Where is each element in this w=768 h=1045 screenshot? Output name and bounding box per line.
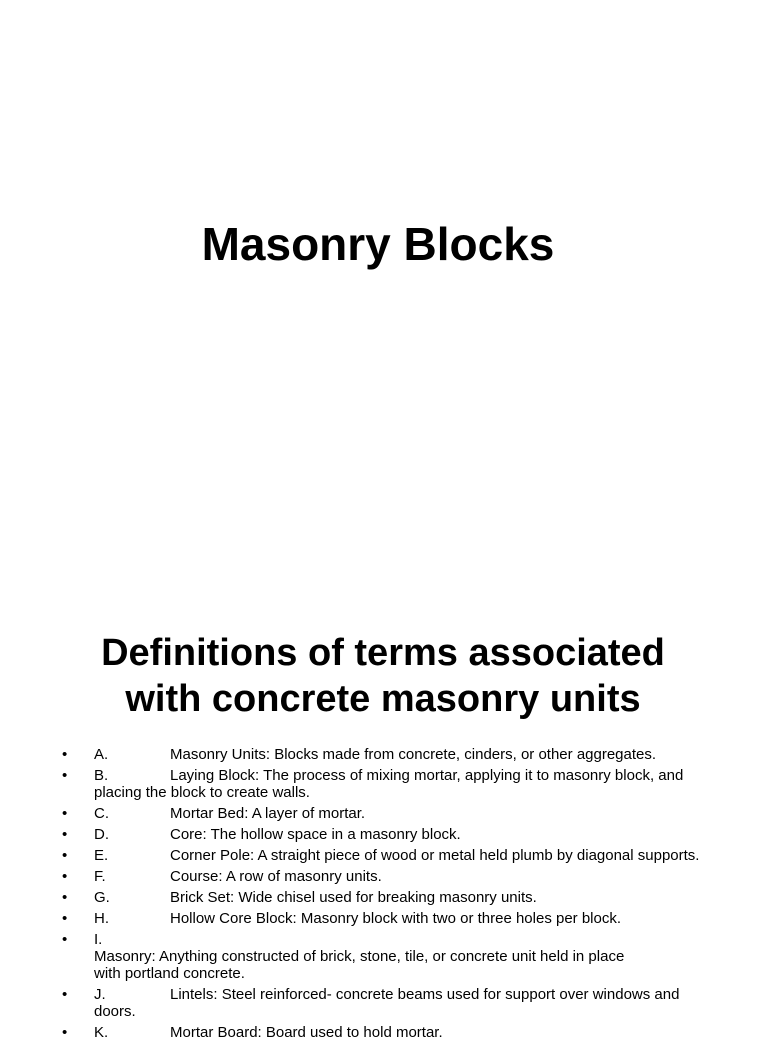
item-definition: Corner Pole: A straight piece of wood or metal held plumb by diagonal supports. <box>170 847 700 864</box>
item-definition: Mortar Board: Board used to hold mortar. <box>170 1024 443 1041</box>
list-item-a <box>0 746 768 763</box>
list-item-d <box>0 826 768 843</box>
bullet: • <box>62 847 68 864</box>
item-definition: Course: A row of masonry units. <box>170 868 382 885</box>
bullet: • <box>62 931 68 948</box>
item-letter: A. <box>94 746 109 763</box>
list-item-j <box>0 986 768 1020</box>
item-letter: E. <box>94 847 109 864</box>
item-letter: K. <box>94 1024 109 1041</box>
item-definition: Mortar Bed: A layer of mortar. <box>170 805 366 822</box>
item-letter: F. <box>94 868 106 885</box>
list-item-k <box>0 1024 768 1041</box>
item-definition: Brick Set: Wide chisel used for breaking masonry units. <box>170 889 537 906</box>
term-definition-list <box>0 746 768 1045</box>
item-letter: I. <box>94 931 103 948</box>
item-letter: H. <box>94 910 109 927</box>
item-letter: J. <box>94 986 106 1003</box>
item-definition: Laying Block: The process of mixing mortar, applying it to masonry block, and placing the block to create walls. <box>94 767 684 801</box>
section-heading-line-2: with concrete masonry units <box>125 678 641 720</box>
item-definition: Masonry Units: Blocks made from concrete, cinders, or other aggregates. <box>170 746 657 763</box>
section-heading <box>0 630 766 722</box>
bullet: • <box>62 1024 68 1041</box>
list-item-f <box>0 868 768 885</box>
item-letter: C. <box>94 805 109 822</box>
page-title: Masonry Blocks <box>201 218 555 270</box>
list-item-h <box>0 910 768 927</box>
list-item-g <box>0 889 768 906</box>
bullet: • <box>62 986 68 1003</box>
item-letter: B. <box>94 767 109 784</box>
item-letter: G. <box>94 889 110 906</box>
item-letter: D. <box>94 826 109 843</box>
bullet: • <box>62 868 68 885</box>
list-item-c <box>0 805 768 822</box>
bullet: • <box>62 746 68 763</box>
item-definition: Core: The hollow space in a masonry block. <box>170 826 461 843</box>
bullet: • <box>62 767 68 784</box>
list-item-e <box>0 847 768 864</box>
item-definition: Masonry: Anything constructed of brick, stone, tile, or concrete unit held in place with portland concrete. <box>94 948 625 982</box>
item-definition: Lintels: Steel reinforced- concrete beams used for support over windows and doors. <box>94 986 680 1020</box>
list-item-b <box>0 767 768 801</box>
list-item-i <box>0 931 768 982</box>
section-heading-line-1: Definitions of terms associated <box>101 632 665 674</box>
item-definition: Hollow Core Block: Masonry block with two or three holes per block. <box>170 910 622 927</box>
bullet: • <box>62 805 68 822</box>
bullet: • <box>62 910 68 927</box>
bullet: • <box>62 889 68 906</box>
bullet: • <box>62 826 68 843</box>
